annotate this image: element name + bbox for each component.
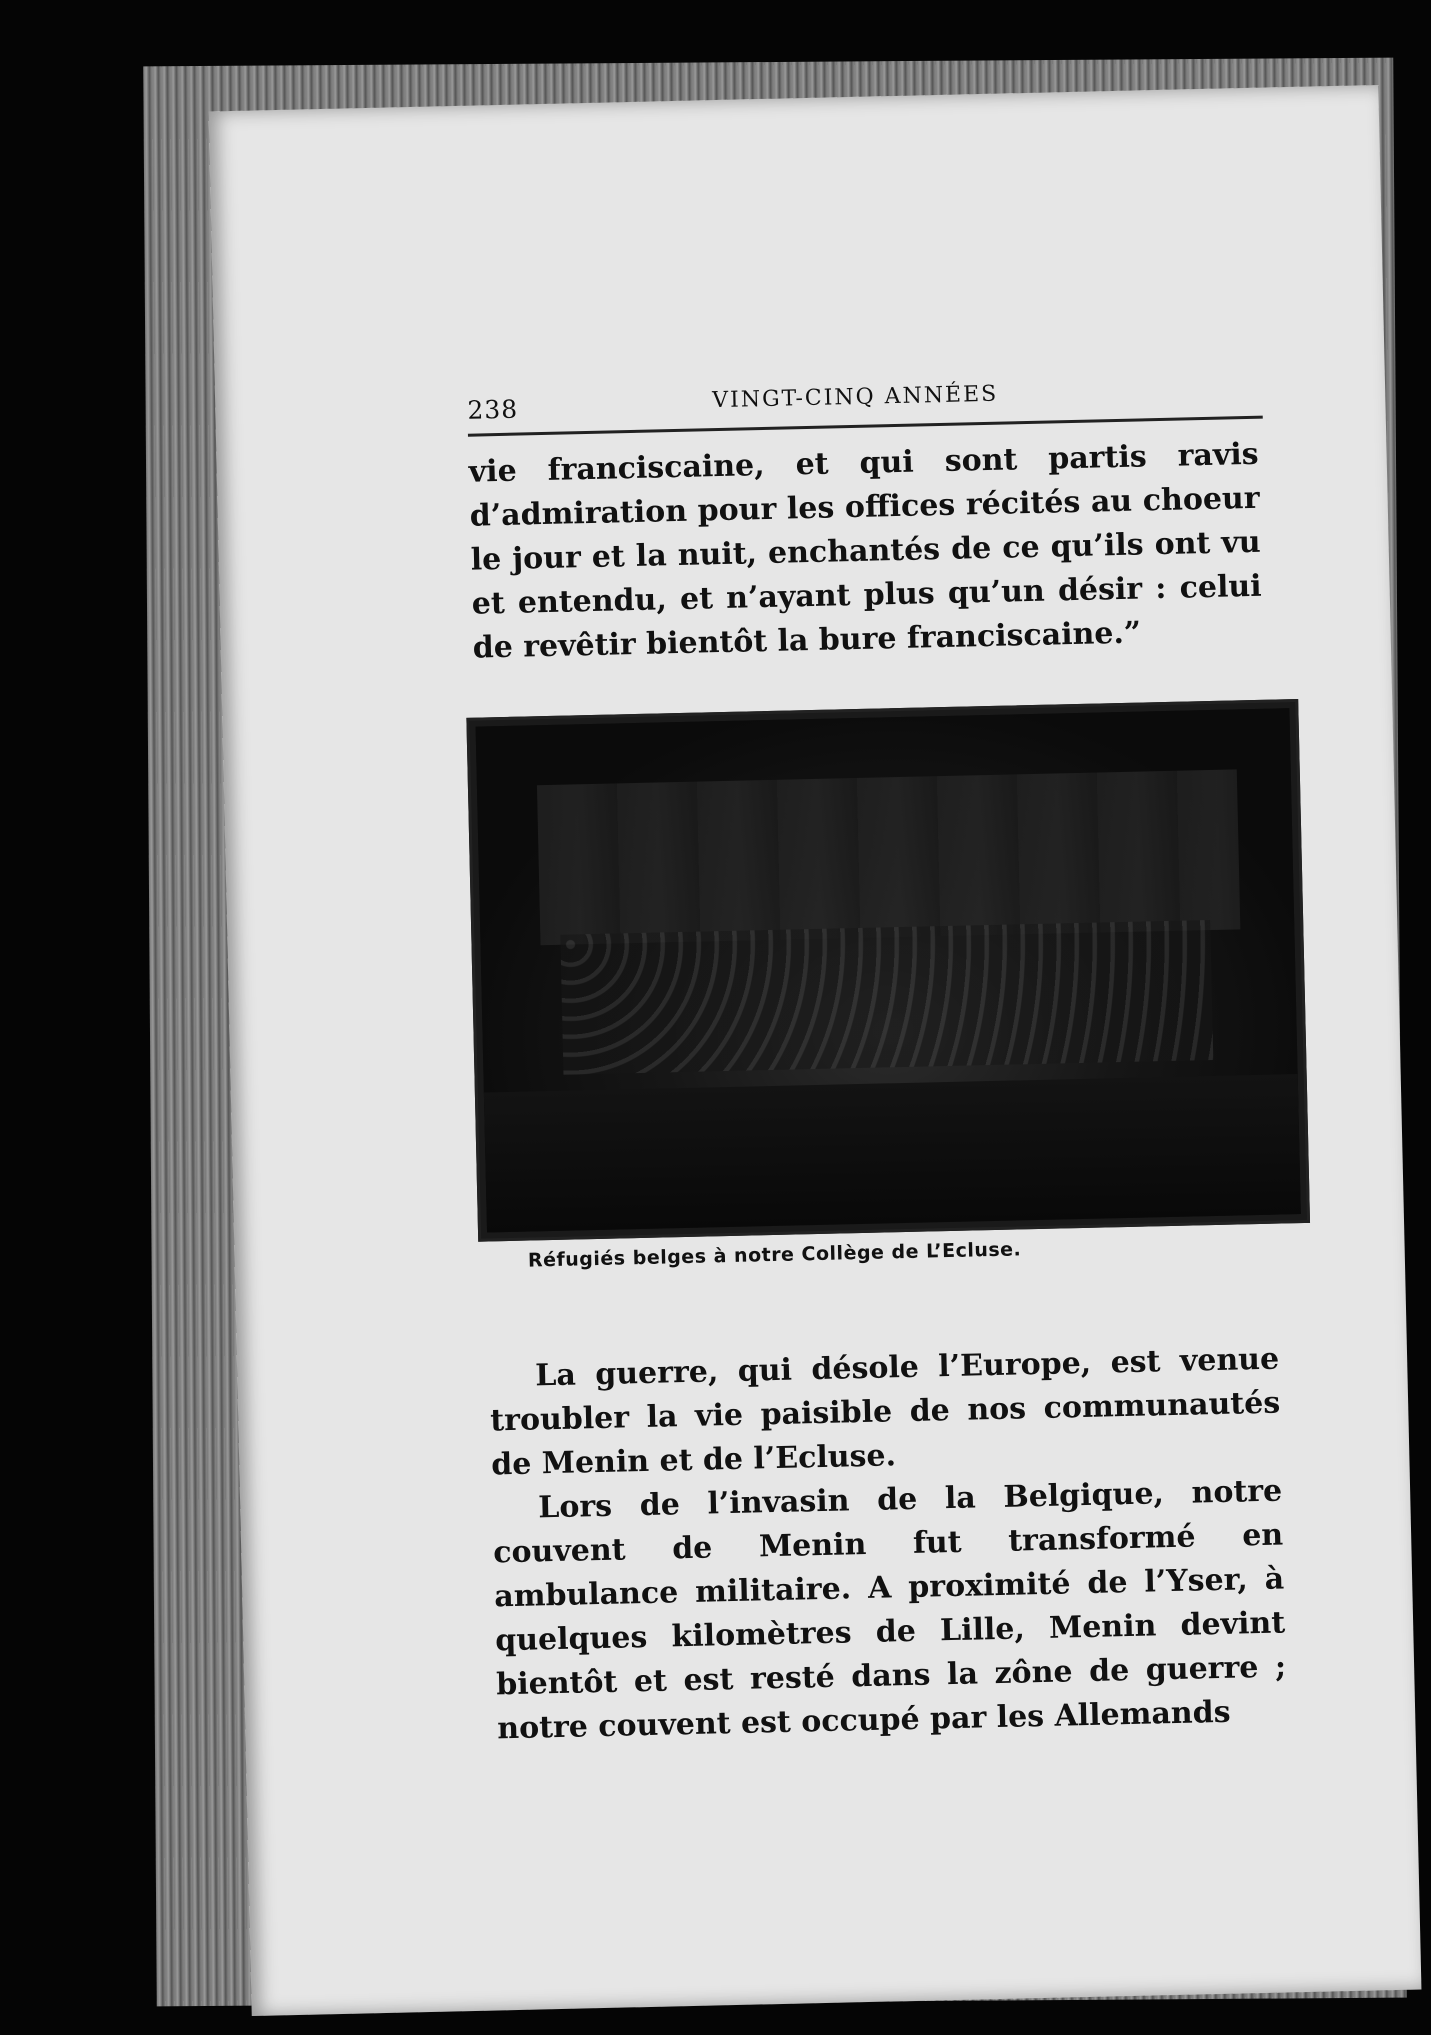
running-header [467,381,1048,424]
paragraph: Lors de l’invasin de la Belgique, notre couvent de Menin fut transformé en ambulance militaire. A proximité de l’Yser, à quelques kilomètres de Lille, Menin devint bientôt et est resté dans la zône de guerre ; notre couvent est occupé par les Allemands [492,1473,1287,1747]
page-number: 238 [467,394,519,425]
running-title: VINGT-CINQ ANNÉES [711,381,999,414]
paragraph: La guerre, qui désole l’Europe, est venue troubler la vie paisible de nos communautés de Menin et de l’Ecluse. [489,1341,1281,1483]
book-page [209,85,1422,2016]
top-text-block [468,433,1263,671]
photo-building [537,769,1240,945]
photo-caption: Réfugiés belges à notre Collège de L’Ecluse. [527,1238,1022,1272]
page-content [209,85,1422,2016]
bottom-text-block [489,1338,1288,1752]
paragraph: vie franciscaine, et qui sont partis ravis d’admiration pour les offices récités au choeur le jour et la nuit, enchantés de ce qu’ils ont vu et entendu, et n’ayant plus qu’un désir : celui de revêtir bientôt la bure franciscaine.” [468,436,1262,666]
photo-crowd [560,920,1213,1075]
photograph-frame [466,699,1310,1242]
photo-ground [484,1074,1301,1232]
photograph [476,708,1301,1232]
